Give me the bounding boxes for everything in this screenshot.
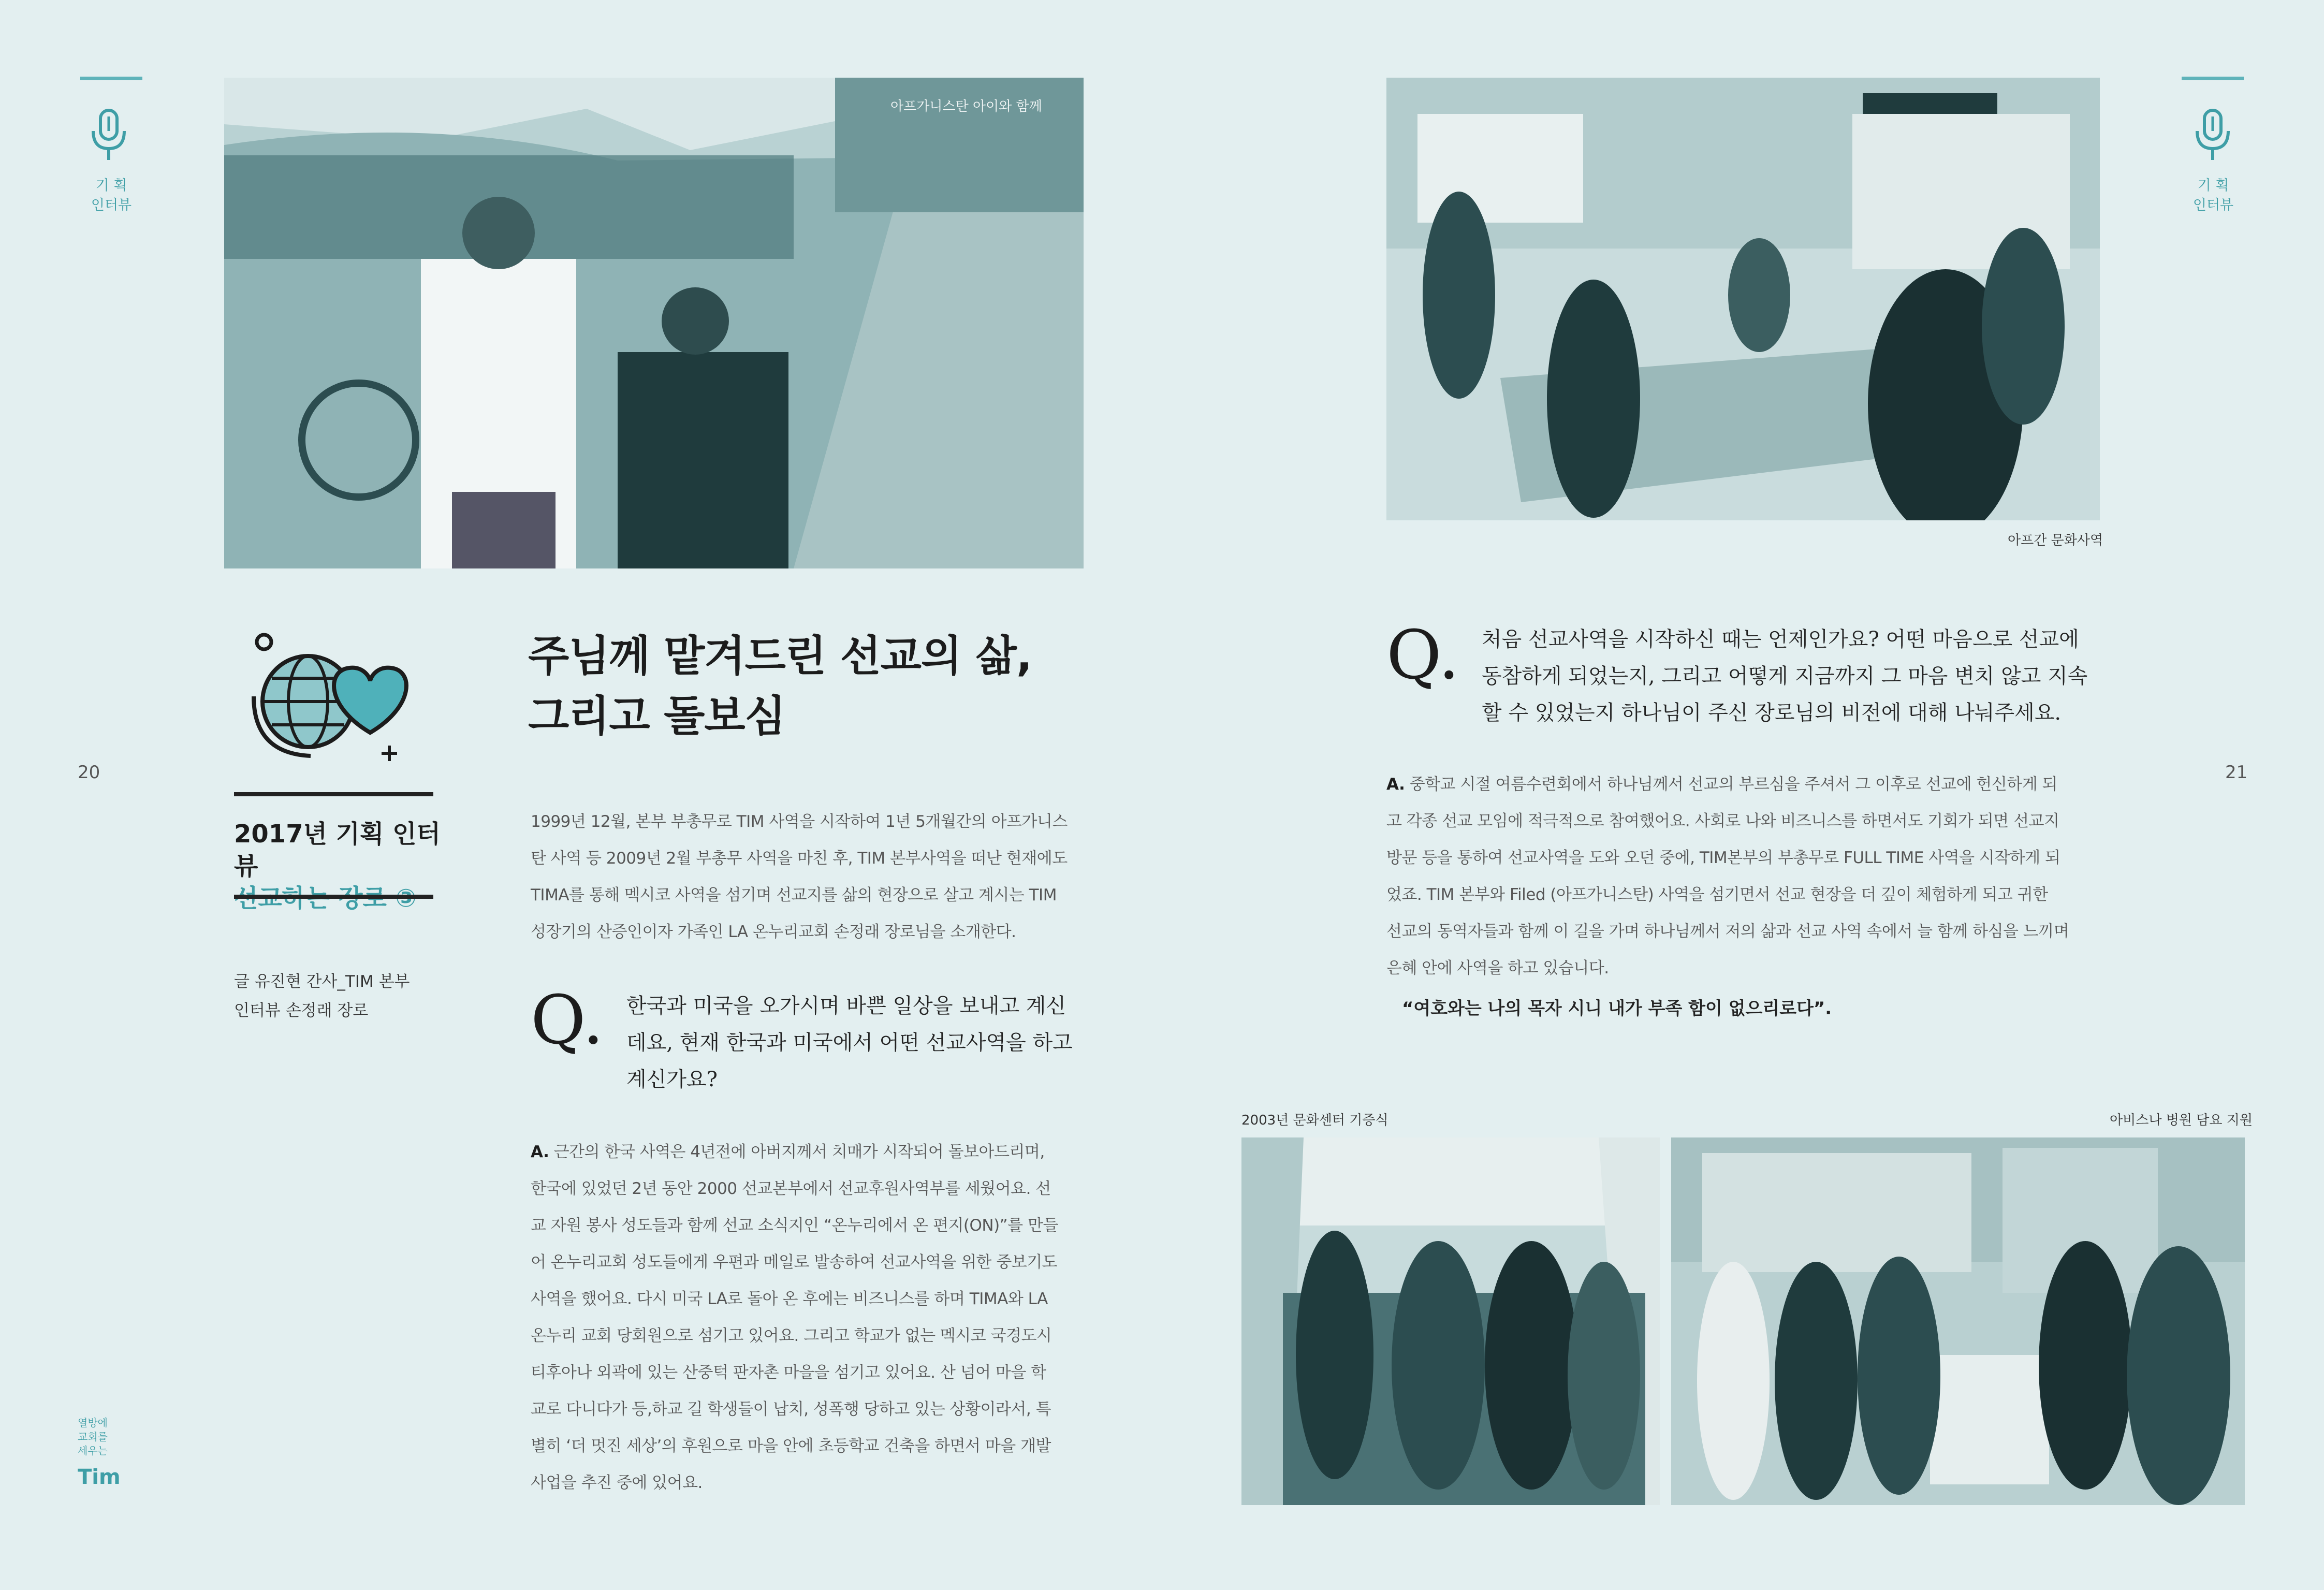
credits	[234, 967, 410, 1025]
tim-logo: Tim	[78, 1465, 121, 1489]
side-label-line: 기 획	[95, 178, 127, 194]
side-label-left	[75, 176, 148, 215]
credit-interviewee: 인터뷰 손정래 장로	[234, 1001, 369, 1020]
answer-line: 교 자원 봉사 성도들과 함께 선교 소식지인 “온누리에서 온 편지(ON)”를 만들	[531, 1216, 1058, 1235]
answer-line: 교로 다니다가 등,하교 길 학생들이 납치, 성폭행 당하고 있는 상황이라서, 특	[531, 1400, 1051, 1419]
answer-line: 어 온누리교회 성도들에게 우편과 메일로 발송하여 선교사역을 위한 중보기도	[531, 1253, 1058, 1272]
question-line: 계신가요?	[626, 1068, 718, 1091]
headline-line: 주님께 맡겨드린 선교의 삶,	[528, 632, 1032, 681]
intro-line: TIMA를 통해 멕시코 사역을 섬기며 선교지를 삶의 현장으로 살고 계시는 TIM	[531, 886, 1057, 905]
series-title: 2017년 기획 인터뷰	[234, 820, 441, 881]
microphone-icon	[88, 106, 129, 163]
photo-afghan-child	[224, 78, 1084, 568]
answer-right	[1386, 766, 2111, 987]
intro-line: 탄 사역 등 2009년 2월 부총무 사역을 마친 후, TIM 본부사역을 떠난 현재에도	[531, 849, 1068, 868]
answer-line: 고 각종 선교 모임에 적극적으로 참여했어요. 사회로 나와 비즈니스를 하면서도 기회가 되면 선교지	[1386, 812, 2059, 830]
answer-line: 었죠. TIM 본부와 Filed (아프가니스탄) 사역을 섬기면서 선교 현장을 더 깊이 체험하게 되고 귀한	[1386, 885, 2048, 904]
bible-quote: “여호와는 나의 목자 시니 내가 부족 함이 없으리로다”.	[1402, 998, 1832, 1019]
answer-line: 사역을 했어요. 다시 미국 LA로 돌아 온 후에는 비즈니스를 하며 TIMA와 LA	[531, 1290, 1048, 1308]
footer-line: 세우는	[78, 1445, 108, 1457]
question-line: 동참하게 되었는지, 그리고 어떻게 지금까지 그 마음 변치 않고 지속	[1482, 664, 2088, 688]
question-marker-left: Q.	[531, 981, 604, 1059]
photo-caption-blanket-support: 아비스나 병원 담요 지원	[2110, 1113, 2253, 1128]
article-headline	[528, 626, 1032, 747]
side-label-line: 기 획	[2197, 178, 2229, 194]
answer-line: 온누리 교회 당회원으로 섬기고 있어요. 그리고 학교가 없는 멕시코 국경도시	[531, 1326, 1052, 1345]
answer-left	[531, 1134, 1095, 1501]
answer-marker: A.	[1386, 775, 1405, 794]
footer-line: 열방에	[78, 1417, 108, 1429]
answer-line: 티후아나 외곽에 있는 산중턱 판자촌 마을을 섬기고 있어요. 산 넘어 마을 학	[531, 1363, 1046, 1382]
answer-line: 사업을 추진 중에 있어요.	[531, 1474, 703, 1492]
page-number-right: 21	[2225, 762, 2248, 783]
answer-marker: A.	[531, 1143, 549, 1161]
answer-line: 방문 등을 통하여 선교사역을 도와 오던 중에, TIM본부의 부총무로 FULL TIME 사역을 시작하게 되	[1386, 849, 2060, 867]
series-rule-bottom	[234, 895, 433, 899]
answer-text: 중학교 시절 여름수련회에서 하나님께서 선교의 부르심을 주셔서 그 이후로 선교에 헌신하게 되	[1405, 775, 2057, 794]
answer-line: 선교의 동역자들과 함께 이 길을 가며 하나님께서 저의 삶과 선교 사역 속에서 늘 함께 하심을 느끼며	[1386, 922, 2069, 941]
answer-line	[1386, 766, 2111, 803]
answer-text: 근간의 한국 사역은 4년전에 아버지께서 치매가 시작되어 돌보아드리며,	[549, 1143, 1045, 1161]
intro-line: 성장기의 산증인이자 가족인 LA 온누리교회 손정래 장로님을 소개한다.	[531, 923, 1016, 941]
series-rule-top	[234, 792, 433, 796]
microphone-icon	[2192, 106, 2233, 163]
answer-line: 한국에 있었던 2년 동안 2000 선교본부에서 선교후원사역부를 세웠어요. 선	[531, 1179, 1051, 1198]
headline-line: 그리고 돌보심	[528, 692, 785, 741]
question-right	[1482, 621, 2103, 732]
photo-caption-afghan-child: 아프가니스탄 아이와 함께	[890, 99, 1042, 114]
photo-caption-culture-ministry: 아프간 문화사역	[2008, 533, 2103, 548]
credit-writer: 글 유진현 간사_TIM 본부	[234, 972, 410, 991]
answer-line: 별히 ‘더 멋진 세상’의 후원으로 마을 안에 초등학교 건축을 하면서 마을 개발	[531, 1437, 1051, 1455]
answer-line: 은혜 안에 사역을 하고 있습니다.	[1386, 959, 1609, 978]
side-label-line: 인터뷰	[2193, 197, 2234, 213]
question-left	[626, 988, 1092, 1098]
globe-heart-icon	[243, 629, 419, 764]
question-line: 한국과 미국을 오가시며 바쁜 일상을 보내고 계신	[626, 994, 1066, 1018]
footer-line: 교회를	[78, 1431, 108, 1443]
question-marker-right: Q.	[1386, 616, 1460, 694]
photo-caption-donation-ceremony: 2003년 문화센터 기증식	[1241, 1113, 1388, 1128]
side-label-line: 인터뷰	[91, 197, 132, 213]
answer-line	[531, 1134, 1095, 1171]
footer-slogan	[78, 1416, 108, 1458]
intro-line: 1999년 12월, 본부 부총무로 TIM 사역을 시작하여 1년 5개월간의 아프가니스	[531, 812, 1068, 831]
series-block	[234, 818, 441, 914]
side-rule-right	[2182, 77, 2244, 80]
question-line: 데요, 현재 한국과 미국에서 어떤 선교사역을 하고	[626, 1031, 1073, 1055]
side-label-right	[2177, 176, 2249, 215]
question-line: 할 수 있었는지 하나님이 주신 장로님의 비전에 대해 나눠주세요.	[1482, 701, 2062, 725]
photo-blanket-support	[1671, 1137, 2245, 1505]
intro-paragraph	[531, 804, 1090, 951]
photo-culture-ministry	[1386, 78, 2100, 520]
photo-donation-ceremony	[1241, 1137, 1660, 1505]
page-number-left: 20	[78, 762, 100, 783]
question-line: 처음 선교사역을 시작하신 때는 언제인가요? 어떤 마음으로 선교에	[1482, 628, 2079, 651]
side-rule-left	[80, 77, 142, 80]
